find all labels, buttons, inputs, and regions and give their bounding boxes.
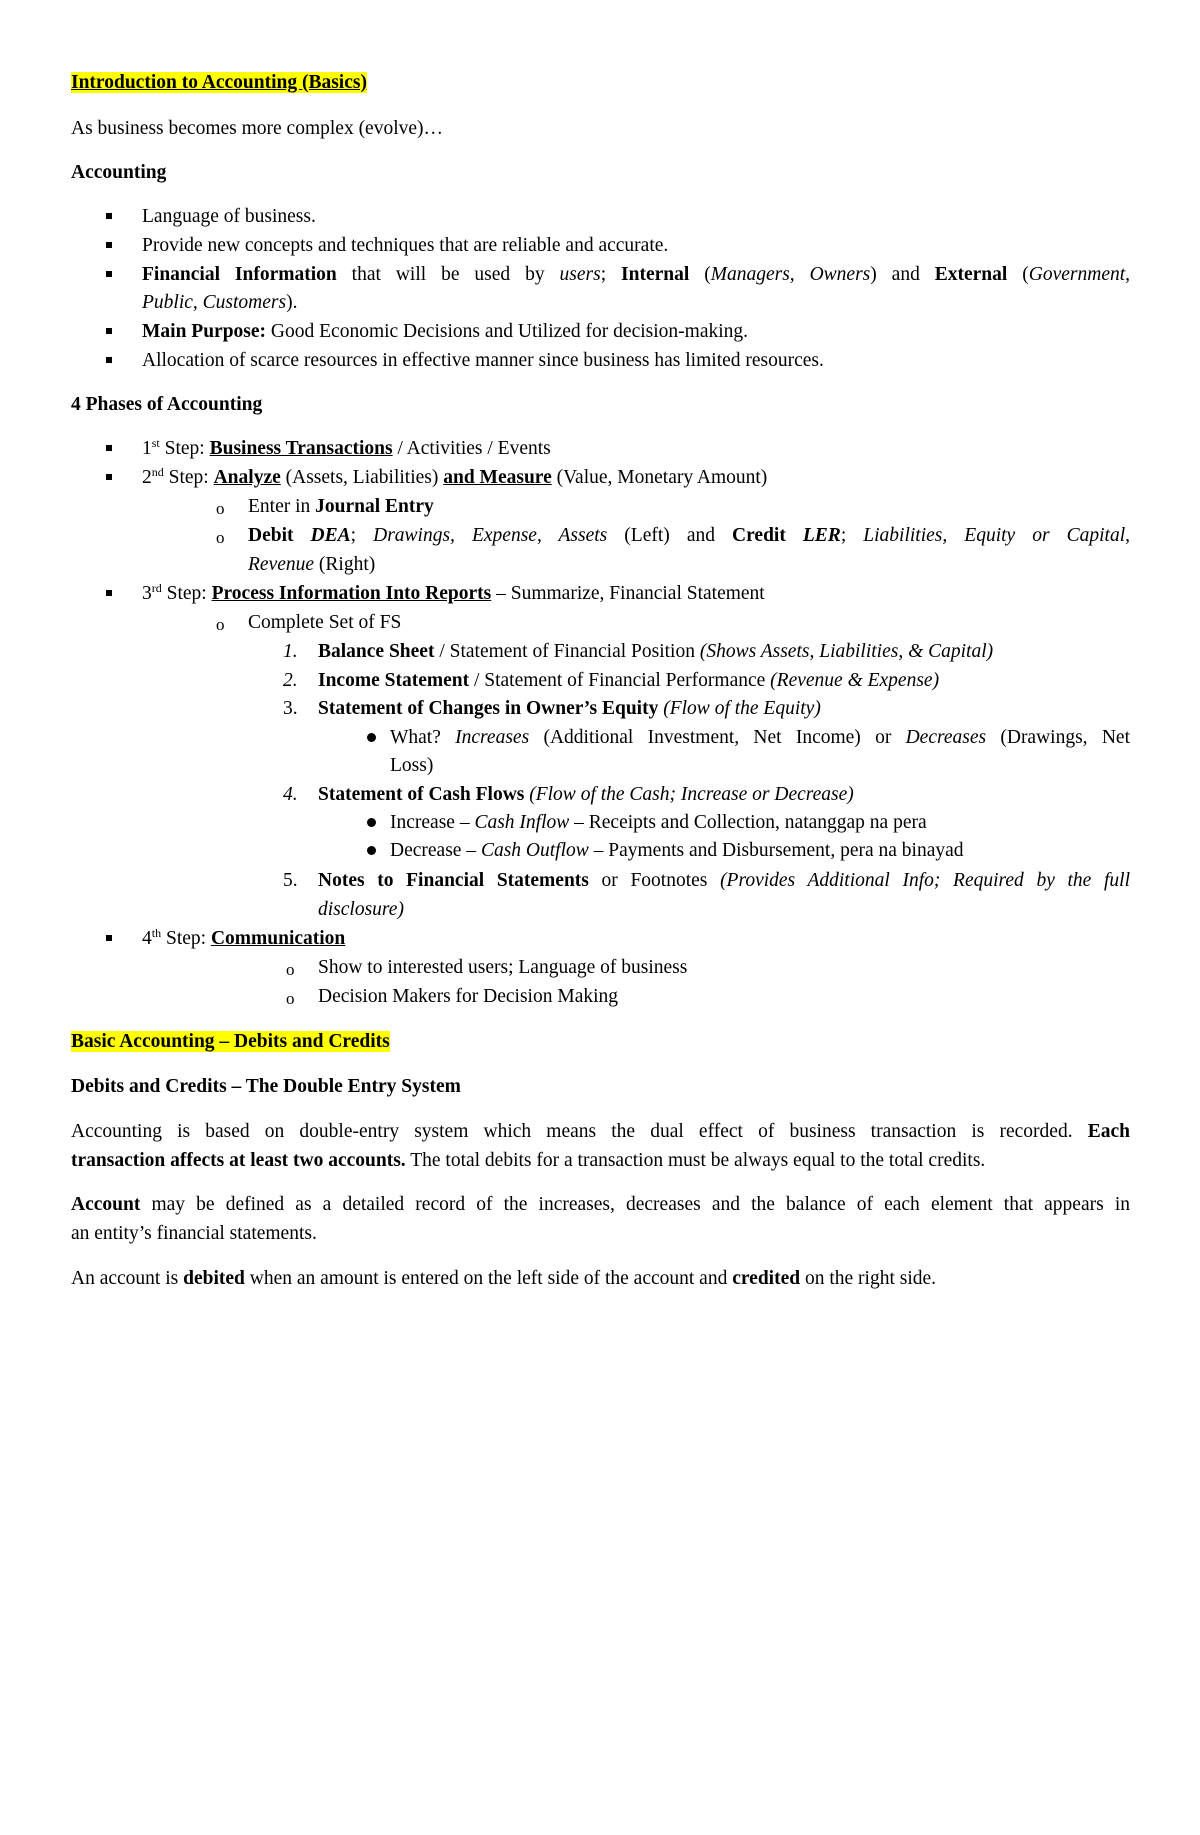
square-bullet-icon [106, 357, 112, 363]
heading-text: Basic Accounting – Debits and Credits [71, 1031, 390, 1052]
double-entry-title: Debits and Credits – The Double Entry System [71, 1076, 461, 1097]
fs-notes-cont: disclosure) [318, 899, 404, 920]
bullet-main-purpose: Main Purpose: Good Economic Decisions and Utilized for decision-making. [142, 321, 749, 342]
intro-paragraph: As business becomes more complex (evolve)… [71, 118, 444, 139]
square-bullet-icon [106, 213, 112, 219]
circle-bullet-icon: o [216, 528, 225, 547]
bullet-language: Language of business. [142, 206, 316, 227]
square-bullet-icon [106, 328, 112, 334]
fs-balance-sheet: Balance Sheet / Statement of Financial Position (Shows Assets, Liabilities, & Capital) [318, 641, 994, 662]
list-number: 3. [283, 698, 298, 719]
square-bullet-icon [106, 935, 112, 941]
accounting-title: Accounting [71, 162, 167, 183]
bullet-allocation: Allocation of scarce resources in effective manner since business has limited resources. [142, 350, 824, 371]
section-heading-debits-credits [71, 1027, 390, 1056]
bullet-concepts: Provide new concepts and techniques that are reliable and accurate. [142, 235, 669, 256]
square-bullet-icon [106, 474, 112, 480]
paragraph-account-definition-cont: an entity’s financial statements. [71, 1223, 317, 1244]
square-bullet-icon [106, 271, 112, 277]
circle-bullet-icon: o [286, 960, 295, 979]
paragraph-double-entry-cont: transaction affects at least two accounts. The total debits for a transaction must be always equal to the total credits. [71, 1150, 986, 1171]
step-3: 3rd Step: Process Information Into Reports – Summarize, Financial Statement [142, 581, 765, 604]
fs-changes-equity-detail-cont: Loss) [390, 755, 434, 776]
fs-notes: Notes to Financial Statements or Footnotes (Provides Additional Info; Required by the full [318, 870, 1131, 891]
heading-text: Introduction to Accounting (Basics) [71, 72, 367, 93]
step-1: 1st Step: Business Transactions / Activities / Events [142, 436, 551, 459]
fs-cash-outflow: Decrease – Cash Outflow – Payments and Disbursement, pera na binayad [390, 840, 964, 861]
paragraph-double-entry: Accounting is based on double-entry system which means the dual effect of business transaction is recorded. Each [71, 1121, 1130, 1142]
circle-bullet-icon: o [216, 615, 225, 634]
bullet-financial-info: Financial Information that will be used by users; Internal (Managers, Owners) and External (Government, [142, 264, 1131, 285]
list-number: 5. [283, 870, 298, 891]
dot-bullet-icon [367, 846, 376, 855]
square-bullet-icon [106, 242, 112, 248]
list-number: 1. [283, 641, 298, 662]
step-2-debit-credit: Debit DEA; Drawings, Expense, Assets (Left) and Credit LER; Liabilities, Equity or Capital, [248, 525, 1131, 546]
step-4-decision: Decision Makers for Decision Making [318, 986, 619, 1007]
step-3-complete-set: Complete Set of FS [248, 612, 402, 633]
fs-cash-inflow: Increase – Cash Inflow – Receipts and Collection, natanggap na pera [390, 812, 927, 833]
phases-title: 4 Phases of Accounting [71, 394, 263, 415]
fs-cash-flows: Statement of Cash Flows (Flow of the Cash; Increase or Decrease) [318, 784, 854, 805]
circle-bullet-icon: o [286, 989, 295, 1008]
fs-changes-equity-detail: What? Increases (Additional Investment, Net Income) or Decreases (Drawings, Net [390, 727, 1130, 748]
paragraph-debited-credited: An account is debited when an amount is entered on the left side of the account and credited on the right side. [71, 1268, 937, 1289]
fs-changes-equity: Statement of Changes in Owner’s Equity (Flow of the Equity) [318, 698, 821, 719]
dot-bullet-icon [367, 733, 376, 742]
bullet-financial-info-cont: Public, Customers). [142, 292, 298, 313]
step-2-journal-entry: Enter in Journal Entry [248, 496, 434, 517]
dot-bullet-icon [367, 818, 376, 827]
square-bullet-icon [106, 445, 112, 451]
square-bullet-icon [106, 590, 112, 596]
step-2: 2nd Step: Analyze (Assets, Liabilities) and Measure (Value, Monetary Amount) [142, 465, 768, 488]
list-number: 2. [283, 670, 298, 691]
list-number: 4. [283, 784, 298, 805]
section-heading-intro [71, 68, 367, 97]
fs-income-statement: Income Statement / Statement of Financial Performance (Revenue & Expense) [318, 670, 940, 691]
circle-bullet-icon: o [216, 499, 225, 518]
step-4: 4th Step: Communication [142, 926, 346, 949]
step-4-show: Show to interested users; Language of business [318, 957, 688, 978]
paragraph-account-definition: Account may be defined as a detailed record of the increases, decreases and the balance of each element that appears in [71, 1194, 1130, 1215]
step-2-debit-credit-cont: Revenue (Right) [248, 554, 376, 575]
